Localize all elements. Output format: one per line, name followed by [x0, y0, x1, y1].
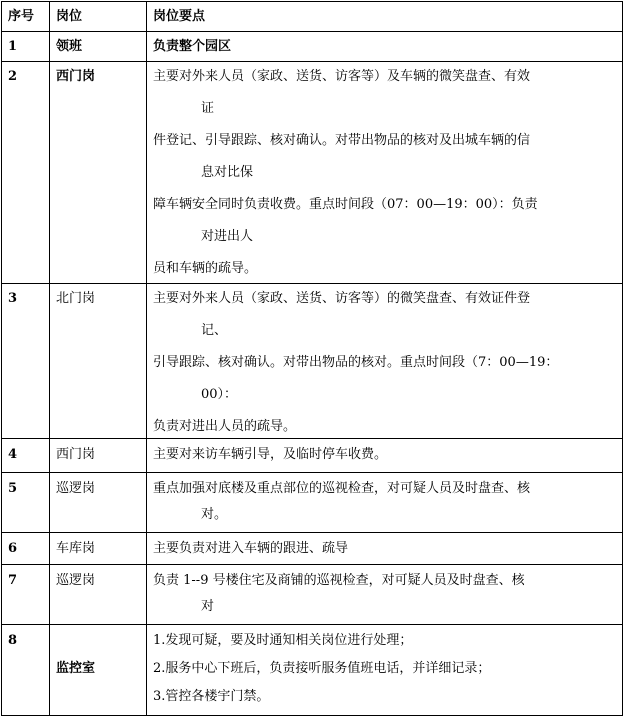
- header-no: 序号: [2, 2, 50, 32]
- row-no: 8: [2, 625, 50, 716]
- row-points: [147, 565, 623, 625]
- header-points: 岗位要点: [147, 2, 623, 32]
- table-row: [2, 473, 623, 533]
- row-point: 主要负责对进入车辆的跟进、疏导: [147, 533, 623, 565]
- row-points: [147, 284, 623, 439]
- point-line: 记、: [201, 323, 228, 338]
- point-line: 对。: [201, 507, 228, 522]
- point-line: 件登记、引导跟踪、核对确认。对带出物品的核对及出城车辆的信: [153, 133, 531, 148]
- point-line: 1.发现可疑，要及时通知相关岗位进行处理；: [153, 633, 413, 648]
- point-line: 3.管控各楼宇门禁。: [153, 689, 270, 704]
- row-post: 巡逻岗: [50, 473, 147, 533]
- table-row: [2, 284, 623, 439]
- point-line: 对进出人: [201, 229, 254, 244]
- header-post: 岗位: [50, 2, 147, 32]
- row-no: 3: [2, 284, 50, 439]
- point-line: 2.服务中心下班后，负责接听服务值班电话，并详细记录；: [153, 661, 491, 676]
- point-line: 负责对进出人员的疏导。: [153, 419, 297, 434]
- row-post: 巡逻岗: [50, 565, 147, 625]
- table-row: [2, 533, 623, 565]
- row-post: 北门岗: [50, 284, 147, 439]
- row-no: 6: [2, 533, 50, 565]
- row-post: 西门岗: [50, 62, 147, 284]
- point-line: 对: [201, 599, 215, 614]
- table-row: [2, 32, 623, 62]
- point-line: 主要对外来人员（家政、送货、访客等）的微笑盘查、有效证件登: [153, 291, 531, 306]
- point-line: 员和车辆的疏导。: [153, 261, 258, 276]
- row-points: [147, 62, 623, 284]
- row-no: 5: [2, 473, 50, 533]
- point-line: 证: [201, 101, 215, 116]
- point-line: 负责 1--9 号楼住宅及商铺的巡视检查，对可疑人员及时盘查、核: [153, 573, 525, 588]
- row-post: 西门岗: [50, 439, 147, 473]
- row-post: 领班: [50, 32, 147, 62]
- table-row: [2, 439, 623, 473]
- point-line: 00）：: [201, 387, 238, 402]
- row-point: 主要对来访车辆引导，及临时停车收费。: [147, 439, 623, 473]
- row-no: 7: [2, 565, 50, 625]
- row-post: 监控室: [50, 625, 147, 716]
- row-point: 负责整个园区: [147, 32, 623, 62]
- header-row: [2, 2, 623, 32]
- point-line: 主要对外来人员（家政、送货、访客等）及车辆的微笑盘查、有效: [153, 69, 531, 84]
- row-no: 1: [2, 32, 50, 62]
- point-line: 重点加强对底楼及重点部位的巡视检查，对可疑人员及时盘查、核: [153, 481, 531, 496]
- table-row: [2, 62, 623, 284]
- row-points: [147, 473, 623, 533]
- row-points: [147, 625, 623, 716]
- row-no: 2: [2, 62, 50, 284]
- point-line: 障车辆安全同时负责收费。重点时间段（07：00—19：00）：负责: [153, 197, 538, 212]
- table-row: [2, 625, 623, 716]
- table-row: [2, 565, 623, 625]
- post-duties-table: [1, 1, 623, 716]
- point-line: 息对比保: [201, 165, 254, 180]
- point-line: 引导跟踪、核对确认。对带出物品的核对。重点时间段（7：00—19：: [153, 355, 559, 370]
- row-post: 车库岗: [50, 533, 147, 565]
- row-no: 4: [2, 439, 50, 473]
